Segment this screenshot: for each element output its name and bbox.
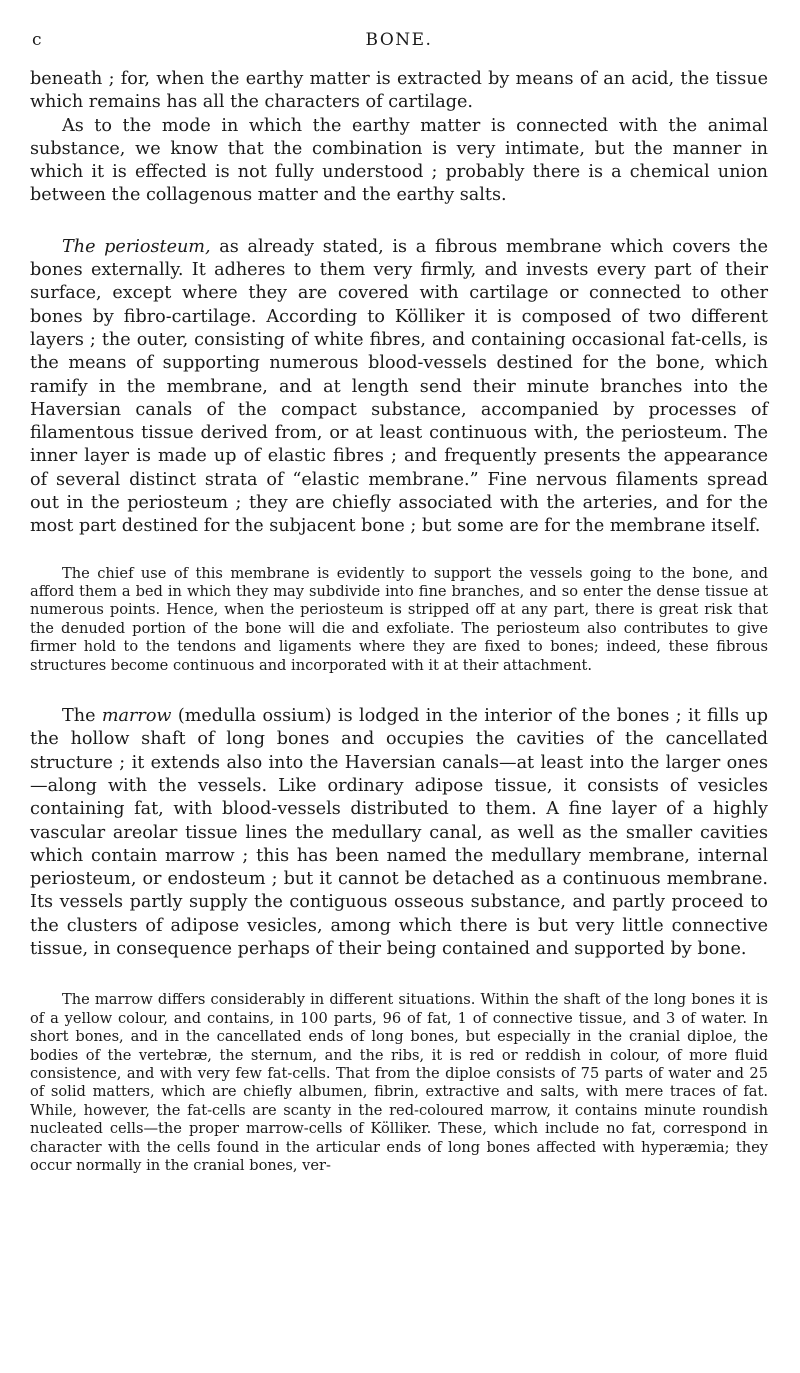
paragraph-periosteum (30, 236, 768, 539)
marrow-lead: The (62, 706, 102, 727)
text-block-small-2 (30, 991, 768, 1175)
paragraph-marrow-varieties: The marrow differs considerably in different situations. Within the shaft of the long bones it is of a yellow colour, and contains, in 100 parts, 96 of fat, 1 of connective tissue, and 3 of water. In short bones, and in the cancellated ends of long bones, but especially in the cranial diploe, the bodies of the vertebræ, the sternum, and the ribs, it is red or reddish in colour, of more fluid consistence, and with very few fat-cells. That from the diploe consists of 75 parts of water and 25 of solid matters, which are chiefly albumen, fibrin, extractive and salts, with mere traces of fat. While, however, the fat-cells are scanty in the red-coloured marrow, it contains minute roundish nucleated cells—the proper marrow-cells of Kölliker. These, which include no fat, correspond in character with the cells found in the articular ends of long bones affected with hyperæmia; they occur normally in the cranial bones, ver- (30, 991, 768, 1174)
periosteum-text: as already stated, is a fibrous membrane which covers the bones externally. It adheres to them very firmly, and invests every part of their surface, except where they are covered with cartilage or connected to other bones by fibro-cartilage. According to Kölliker it is composed of two different layers ; the outer, consisting of white fibres, and containing occasional fat-cells, is the means of supporting numerous blood-vessels destined for the bone, which ramify in the membrane, and at length send their minute branches into the Haversian canals of the compact substance, accompanied by processes of filamentous tissue derived from, or at least continuous with, the periosteum. The inner layer is made up of elastic fibres ; and frequently presents the appearance of several distinct strata of “elastic membrane.” Fine nervous filaments spread out in the periosteum ; they are chiefly associated with the arteries, and for the most part destined for the subjacent bone ; but some are for the membrane itself. (30, 236, 768, 537)
paragraph-membrane-use: The chief use of this membrane is evidently to support the vessels going to the bone, and afford them a bed in which they may subdivide into fine branches, and so enter the dense tissue at numerous points. Hence, when the periosteum is stripped off at any part, there is great risk that the denuded portion of the bone will die and exfoliate. The periosteum also contributes to give firmer hold to the tendons and ligaments where they are fixed to bones; indeed, these fibrous structures become continuous and incorporated with it at their attachment. (30, 564, 768, 674)
term-marrow: marrow (101, 706, 172, 727)
text-block-upper (30, 68, 768, 208)
page-folio: c (32, 30, 43, 50)
marrow-text: (medulla ossium) is lodged in the interior of the bones ; it fills up the hollow shaft of long bones and occupies the cavities of the cancellated structure ; it extends also into the Haversian canals—at least into the larger ones—along with the vessels. Like ordinary adipose tissue, it consists of vesicles containing fat, with blood-vessels distributed to them. A fine layer of a highly vascular areolar tissue lines the medullary canal, as well as the smaller cavities which contain marrow ; this has been named the medullary membrane, internal periosteum, or endosteum ; but it cannot be detached as a continuous membrane. Its vessels partly supply the contiguous osseous substance, and partly proceed to the clusters of adipose vesicles, among which there is but very little connective tissue, in consequence perhaps of their being contained and supported by bone. (30, 706, 768, 960)
paragraph-marrow (30, 705, 768, 961)
term-periosteum: The periosteum, (62, 236, 211, 257)
text-block-small-1 (30, 565, 768, 675)
page-header (30, 24, 768, 54)
text-block-marrow (30, 705, 768, 961)
running-title: BONE. (365, 30, 433, 50)
paragraph-earthy-matter: As to the mode in which the earthy matter is connected with the animal substance, we know that the combination is very intimate, but the manner in which it is effected is not fully understood ; probably there is a chemical union between the collagenous matter and the earthy salts. (30, 115, 768, 206)
book-page (30, 24, 768, 1359)
paragraph-continued: beneath ; for, when the earthy matter is extracted by means of an acid, the tissue which remains has all the characters of cartilage. (30, 69, 768, 113)
text-block-periosteum (30, 236, 768, 539)
